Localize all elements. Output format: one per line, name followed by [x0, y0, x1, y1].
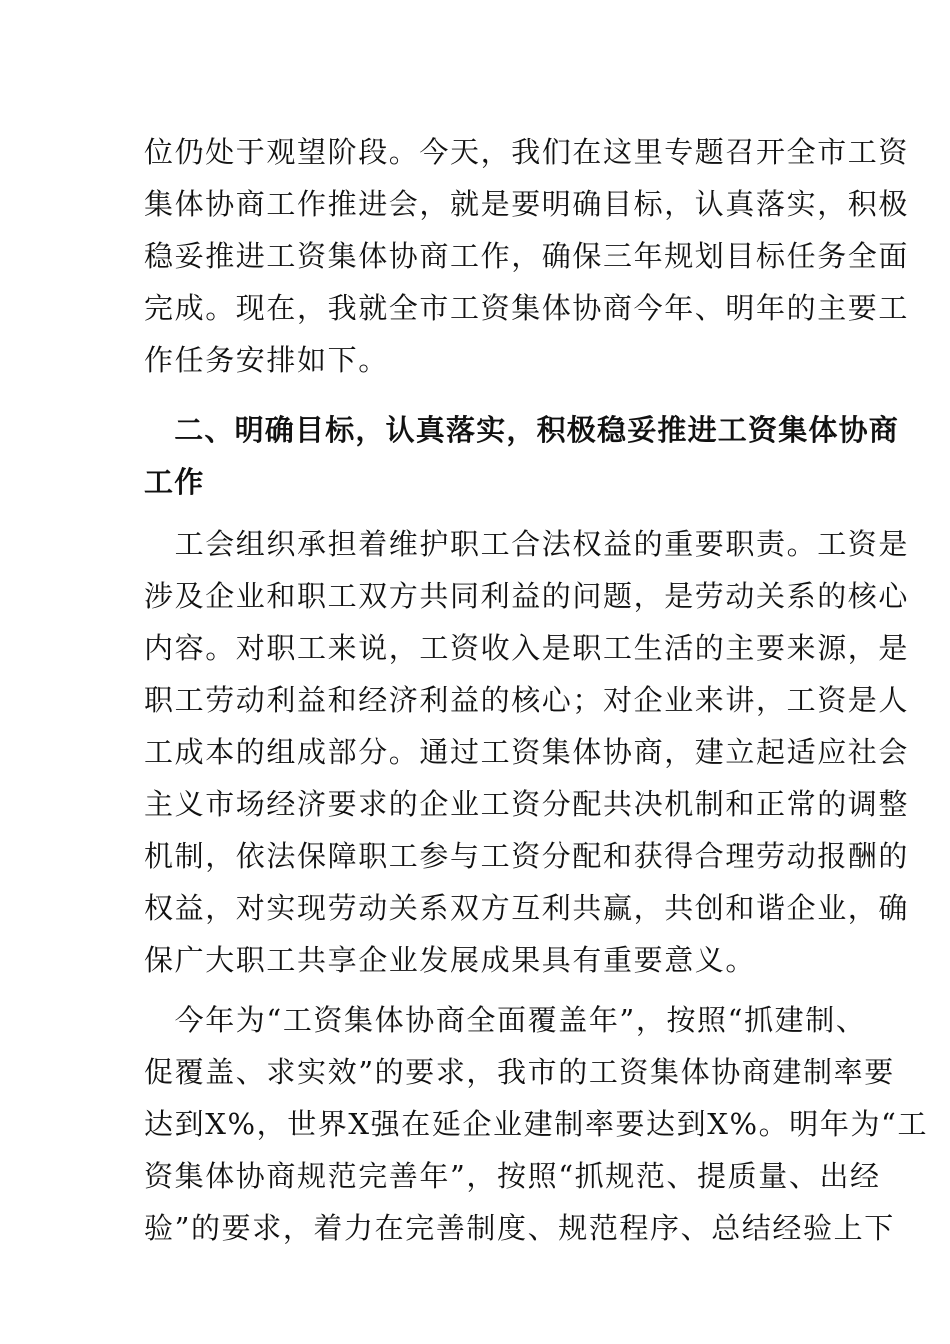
text-line: 权益，对实现劳动关系双方互利共赢，共创和谐企业，确	[144, 891, 910, 925]
paragraph-wages	[144, 518, 910, 986]
paragraph-intro	[144, 126, 910, 386]
text-line: 今年为“工资集体协商全面覆盖年”，按照“抓建制、	[144, 1003, 867, 1037]
text-line: 完成。现在，我就全市工资集体协商今年、明年的主要工	[144, 291, 910, 325]
section-heading	[144, 404, 900, 508]
text-line: 稳妥推进工资集体协商工作，确保三年规划目标任务全面	[144, 239, 910, 273]
text-line: 涉及企业和职工双方共同利益的问题，是劳动关系的核心	[144, 579, 910, 613]
heading-line: 工作	[144, 465, 205, 499]
text-line: 机制，依法保障职工参与工资分配和获得合理劳动报酬的	[144, 839, 910, 873]
text-line: 位仍处于观望阶段。今天，我们在这里专题召开全市工资	[144, 135, 910, 169]
text-line: 内容。对职工来说，工资收入是职工生活的主要来源，是	[144, 631, 910, 665]
document-body	[144, 126, 929, 1254]
text-line: 职工劳动利益和经济利益的核心；对企业来讲，工资是人	[144, 683, 910, 717]
text-line: 集体协商工作推进会，就是要明确目标，认真落实，积极	[144, 187, 910, 221]
text-line: 工成本的组成部分。通过工资集体协商，建立起适应社会	[144, 735, 910, 769]
text-line: 促覆盖、求实效”的要求，我市的工资集体协商建制率要	[144, 1055, 895, 1089]
text-line: 工会组织承担着维护职工合法权益的重要职责。工资是	[144, 527, 910, 561]
text-line: 作任务安排如下。	[144, 343, 389, 377]
heading-line: 二、明确目标，认真落实，积极稳妥推进工资集体协商	[144, 413, 900, 447]
text-line: 保广大职工共享企业发展成果具有重要意义。	[144, 943, 757, 977]
text-line: 达到X%，世界X强在延企业建制率要达到X%。明年为“工	[144, 1107, 929, 1141]
paragraph-annual-targets	[144, 994, 929, 1254]
text-line: 主义市场经济要求的企业工资分配共决机制和正常的调整	[144, 787, 910, 821]
text-line: 验”的要求，着力在完善制度、规范程序、总结经验上下	[144, 1211, 895, 1245]
text-line: 资集体协商规范完善年”，按照“抓规范、提质量、出经	[144, 1159, 881, 1193]
